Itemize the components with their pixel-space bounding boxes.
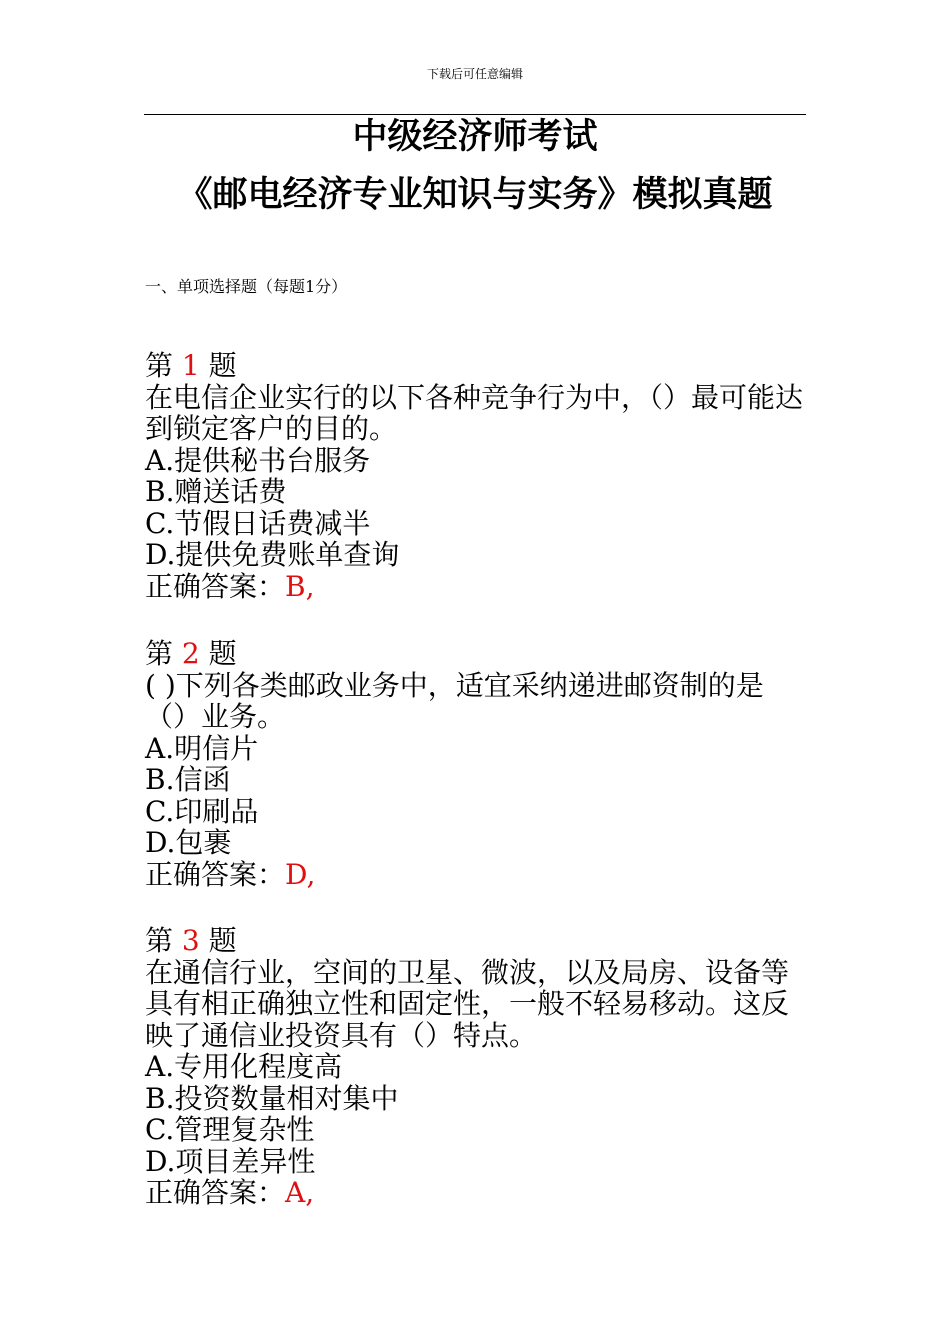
option-a: A.专用化程度高: [145, 1050, 343, 1083]
question-number: 2: [181, 637, 200, 670]
answer-line: [145, 859, 805, 891]
question-heading: [145, 925, 805, 957]
question-prefix: 第: [145, 924, 182, 957]
question-suffix: 题: [199, 924, 237, 957]
option-c: C.节假日话费减半: [145, 506, 371, 540]
answer-line: [145, 1177, 805, 1209]
question-block: [145, 925, 805, 1209]
answer-label: 正确答案：: [145, 569, 286, 603]
question-block: [145, 350, 805, 602]
question-prefix: 第: [145, 637, 182, 670]
option-d: D.提供免费账单查询: [145, 538, 400, 571]
option-b: B.赠送话费: [145, 475, 287, 508]
question-prefix: 第: [145, 349, 182, 382]
header-divider: [144, 114, 806, 115]
question-stem: 在通信行业，空间的卫星、微波，以及局房、设备等具有相正确独立性和固定性，一般不轻易移动。这反映了通信业投资具有（）特点。: [145, 955, 790, 1052]
document-subtitle: 《邮电经济专业知识与实务》模拟真题: [177, 174, 773, 215]
document-title: 中级经济师考试: [352, 116, 598, 157]
option-b: B.信函: [145, 763, 231, 796]
option-a: A.明信片: [145, 731, 259, 765]
answer-value: D,: [285, 857, 316, 891]
question-stem: 在电信企业实行的以下各种竞争行为中，（）最可能达到锁定客户的目的。: [145, 380, 804, 445]
question-number: 1: [181, 349, 200, 382]
question-suffix: 题: [199, 637, 237, 670]
answer-label: 正确答案：: [145, 857, 286, 891]
option-c: C.管理复杂性: [145, 1113, 315, 1146]
question-heading: [145, 638, 805, 670]
question-block: [145, 638, 805, 890]
option-d: D.项目差异性: [145, 1144, 316, 1178]
section-heading: 一、单项选择题（每题1分）: [145, 277, 348, 296]
option-a: A.提供秘书台服务: [145, 443, 371, 477]
option-b: B.投资数量相对集中: [145, 1081, 399, 1115]
option-c: C.印刷品: [145, 794, 259, 828]
answer-line: [145, 571, 805, 603]
answer-value: A,: [285, 1176, 315, 1209]
question-number: 3: [181, 924, 200, 957]
question-heading: [145, 350, 805, 382]
header-note: 下载后可任意编辑: [426, 67, 523, 81]
question-suffix: 题: [199, 349, 237, 382]
option-d: D.包裹: [145, 826, 232, 859]
question-stem: ( )下列各类邮政业务中，适宜采纳递进邮资制的是（）业务。: [145, 668, 764, 733]
answer-label: 正确答案：: [145, 1176, 286, 1209]
answer-value: B,: [285, 569, 315, 603]
